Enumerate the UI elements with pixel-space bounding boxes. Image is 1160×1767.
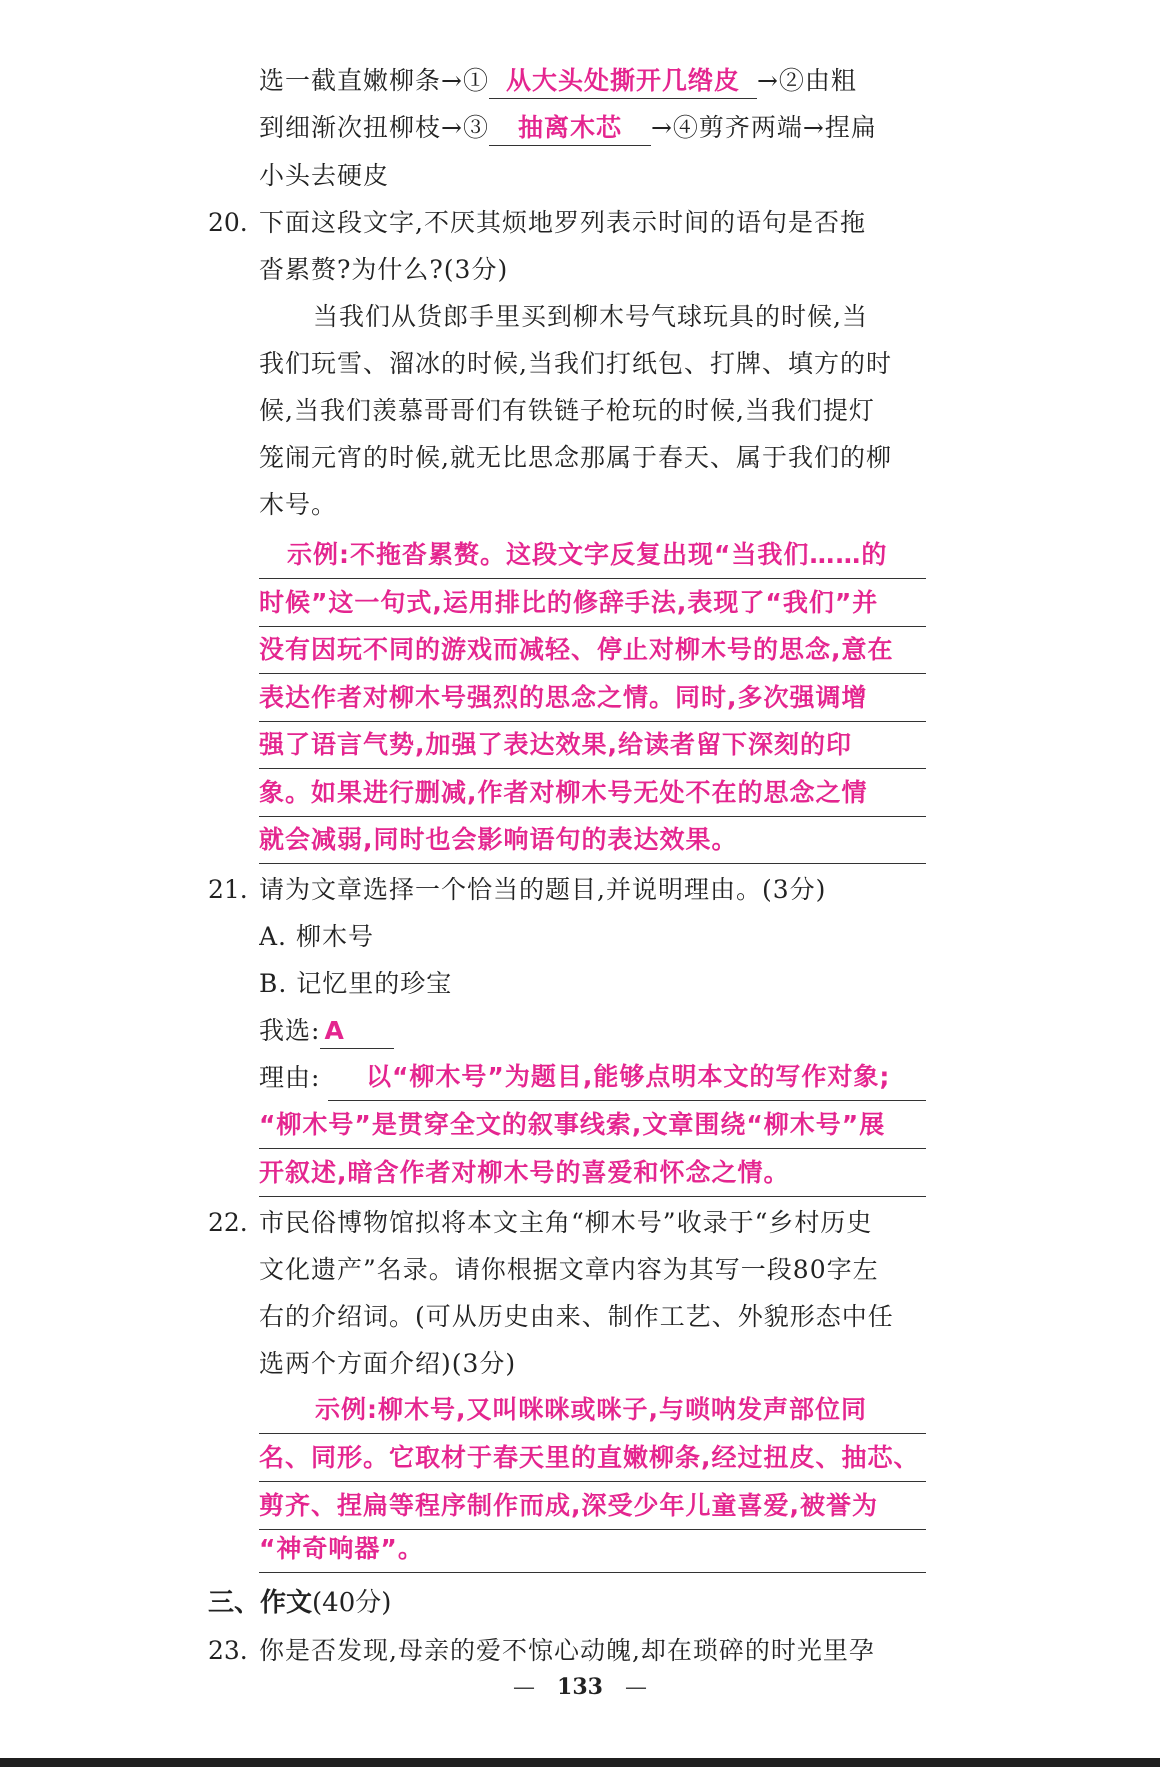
q20-stem-line: 沓累赘?为什么?(3分) — [259, 255, 509, 284]
q20-passage-line: 当我们从货郎手里买到柳木号气球玩具的时候,当 — [313, 302, 868, 331]
q22-stem-line: 右的介绍词。(可从历史由来、制作工艺、外貌形态中任 — [259, 1302, 894, 1331]
section-title: 三、作文 — [208, 1588, 313, 1618]
bottom-edge-bar — [0, 1758, 1160, 1767]
q21-stem: 请为文章选择一个恰当的题目,并说明理由。(3分) — [259, 875, 827, 904]
section-heading — [208, 1583, 391, 1623]
q21-reason-line: “柳木号”是贯穿全文的叙事线索,文章围绕“柳木号”展 — [259, 1102, 926, 1149]
q22-stem-line: 选两个方面介绍)(3分) — [259, 1349, 517, 1378]
q21-number: 21. — [208, 875, 248, 904]
q19-step-text: →②由粗 — [756, 66, 857, 95]
q21-reason-label: 理由: — [259, 1063, 321, 1092]
q21-option-a: A. 柳木号 — [259, 922, 374, 951]
footer-rule-left: — — [513, 1675, 536, 1700]
q19-line-2 — [259, 108, 926, 148]
q20-passage-line: 木号。 — [259, 490, 338, 519]
q19-blank-1: 从大头处撕开几绺皮 — [489, 64, 757, 99]
q19-step-text: →④剪齐两端→捏扁 — [650, 113, 877, 142]
q23-stem: 你是否发现,母亲的爱不惊心动魄,却在琐碎的时光里孕 — [259, 1636, 875, 1665]
q20-answer-line: 没有因玩不同的游戏而减轻、停止对柳木号的思念,意在 — [259, 627, 926, 674]
q19-step-text: 选一截直嫩柳条→① — [259, 66, 489, 95]
q20-passage-line: 我们玩雪、溜冰的时候,当我们打纸包、打牌、填方的时 — [259, 349, 892, 378]
q21-option-b: B. 记忆里的珍宝 — [259, 969, 453, 998]
q21-choice-answer: A — [320, 1014, 394, 1049]
q21-reason-line: 以“柳木号”为题目,能够点明本文的写作对象; — [328, 1054, 926, 1101]
q20-answer-line: 象。如果进行删减,作者对柳木号无处不在的思念之情 — [259, 770, 926, 817]
q21-reason-line: 开叙述,暗含作者对柳木号的喜爱和怀念之情。 — [259, 1150, 926, 1197]
section-points: (40分) — [312, 1588, 392, 1618]
choice-label: 我选: — [259, 1016, 321, 1045]
q20-number: 20. — [208, 208, 248, 237]
q19-blank-3: 抽离木芯 — [489, 111, 651, 146]
q20-answer-line: 强了语言气势,加强了表达效果,给读者留下深刻的印 — [259, 722, 926, 769]
q20-passage-line: 笼闹元宵的时候,就无比思念那属于春天、属于我们的柳 — [259, 443, 892, 472]
q20-answer-line: 示例:不拖沓累赘。这段文字反复出现“当我们……的 — [259, 532, 926, 579]
q19-line-3: 小头去硬皮 — [259, 161, 390, 190]
q20-answer-line: 表达作者对柳木号强烈的思念之情。同时,多次强调增 — [259, 675, 926, 722]
q19-line-1 — [259, 61, 926, 101]
q20-stem-line: 下面这段文字,不厌其烦地罗列表示时间的语句是否拖 — [259, 208, 866, 237]
q22-answer-line: “神奇响器”。 — [259, 1526, 926, 1573]
q22-answer-line: 示例:柳木号,又叫咪咪或咪子,与唢呐发声部位同 — [259, 1387, 926, 1434]
footer-rule-right: — — [624, 1675, 647, 1700]
q20-answer-line: 时候”这一句式,运用排比的修辞手法,表现了“我们”并 — [259, 580, 926, 627]
page-number-footer — [0, 1672, 1160, 1703]
q19-step-text: 到细渐次扭柳枝→③ — [259, 113, 489, 142]
q21-choice-line — [259, 1011, 926, 1051]
q22-stem-line: 文化遗产”名录。请你根据文章内容为其写一段80字左 — [259, 1255, 879, 1284]
q20-passage-line: 候,当我们羡慕哥哥们有铁链子枪玩的时候,当我们提灯 — [259, 396, 875, 425]
q22-number: 22. — [208, 1208, 248, 1237]
q23-number: 23. — [208, 1636, 248, 1665]
q22-answer-line: 名、同形。它取材于春天里的直嫩柳条,经过扭皮、抽芯、 — [259, 1435, 926, 1482]
q20-answer-line: 就会减弱,同时也会影响语句的表达效果。 — [259, 817, 926, 864]
q22-stem-line: 市民俗博物馆拟将本文主角“柳木号”收录于“乡村历史 — [259, 1208, 873, 1237]
q22-answer-line: 剪齐、捏扁等程序制作而成,深受少年儿童喜爱,被誉为 — [259, 1483, 926, 1530]
page-number: 133 — [557, 1674, 603, 1700]
